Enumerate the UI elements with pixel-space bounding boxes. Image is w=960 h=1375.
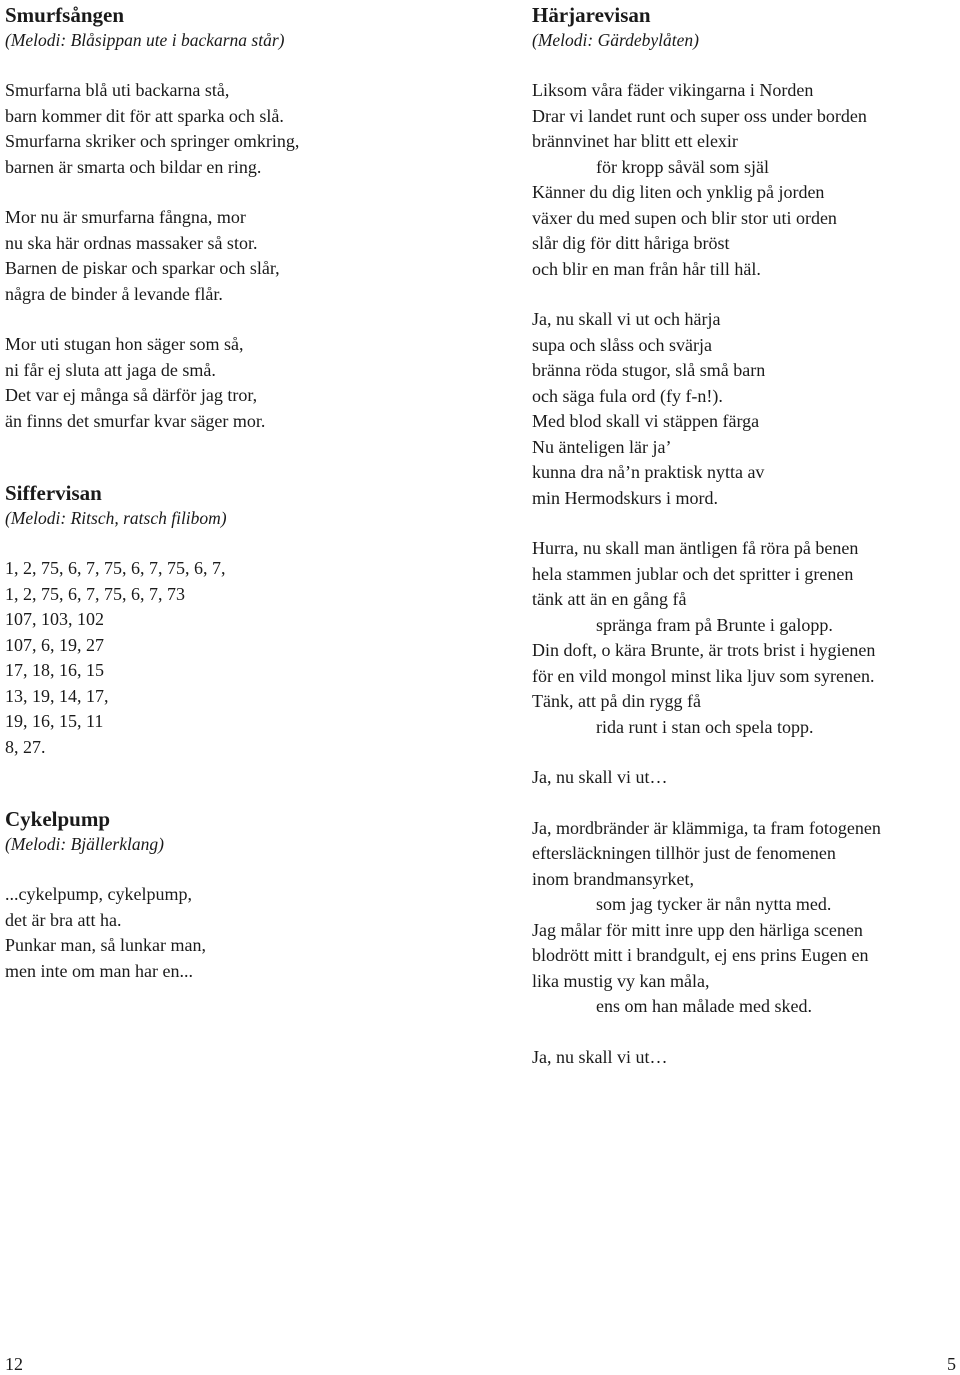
verse-line: för kropp såväl som själ	[596, 156, 769, 177]
verse-line: Ja, nu skall vi ut och härja	[532, 309, 721, 329]
verse-line: Smurfarna blå uti backarna stå,	[5, 80, 230, 100]
right-column	[532, 0, 957, 1070]
verse-line: Jag målar för mitt inre upp den härliga scenen	[532, 919, 863, 940]
song-title: Smurfsången	[5, 3, 125, 27]
stanza	[5, 332, 455, 434]
song-melody: (Melodi: Blåsippan ute i backarna står)	[5, 30, 285, 50]
verse-line: barnen är smarta och bildar en ring.	[5, 156, 262, 177]
stanza	[5, 882, 455, 984]
verse-line: lika mustig vy kan måla,	[532, 970, 710, 991]
verse-line: för en vild mongol minst lika ljuv som syrenen.	[532, 665, 875, 686]
verse-line: 107, 103, 102	[5, 609, 104, 629]
refrain	[532, 765, 957, 791]
verse-line: och säga fula ord (fy f-n!).	[532, 385, 723, 406]
verse-line: kunna dra nå’n praktisk nytta av	[532, 462, 765, 482]
verse-line: Liksom våra fäder vikingarna i Norden	[532, 80, 814, 100]
verse-line: Tänk, att på din rygg få	[532, 691, 701, 711]
verse-line: barn kommer dit för att sparka och slå.	[5, 105, 284, 126]
verse-line: Mor uti stugan hon säger som så,	[5, 334, 244, 354]
verse-line: brännvinet har blitt ett elexir	[532, 131, 738, 151]
verse-line: 13, 19, 14, 17,	[5, 685, 109, 706]
page-number-right: 5	[947, 1354, 956, 1374]
song-title: Härjarevisan	[532, 3, 651, 27]
verse-line: Ja, nu skall vi ut…	[532, 1046, 668, 1067]
song-title: Siffervisan	[5, 481, 102, 505]
verse-line: Känner du dig liten och ynklig på jorden	[532, 182, 825, 202]
verse-line: ni får ej sluta att jaga de små.	[5, 359, 216, 380]
stanza	[5, 205, 455, 307]
verse-line: tänk att än en gång få	[532, 589, 687, 609]
verse-line: 17, 18, 16, 15	[5, 660, 104, 680]
song-melody: (Melodi: Ritsch, ratsch filibom)	[5, 508, 227, 528]
verse-line: slår dig för ditt håriga bröst	[532, 233, 730, 253]
page-number-left: 12	[5, 1354, 23, 1374]
verse-line: det är bra att ha.	[5, 909, 122, 930]
song-smurfsangen	[5, 2, 455, 434]
verse-line: Nu änteligen lär ja’	[532, 436, 672, 457]
verse-line: Smurfarna skriker och springer omkring,	[5, 131, 300, 151]
song-title: Cykelpump	[5, 807, 111, 831]
left-column	[5, 0, 455, 984]
verse-line: och blir en man från hår till häl.	[532, 258, 761, 279]
verse-line: Ja, nu skall vi ut…	[532, 767, 668, 787]
song-melody: (Melodi: Bjällerklang)	[5, 834, 164, 854]
verse-line: Med blod skall vi stäppen färga	[532, 411, 760, 431]
stanza	[532, 78, 957, 282]
verse-line: 107, 6, 19, 27	[5, 634, 104, 655]
verse-line: hela stammen jublar och det spritter i grenen	[532, 563, 854, 584]
stanza	[5, 556, 455, 760]
verse-line: 1, 2, 75, 6, 7, 75, 6, 7, 75, 6, 7,	[5, 558, 226, 578]
stanza	[532, 816, 957, 1020]
verse-line: supa och slåss och svärja	[532, 334, 712, 355]
verse-line: 19, 16, 15, 11	[5, 711, 104, 731]
verse-line: spränga fram på Brunte i galopp.	[596, 614, 833, 635]
verse-line: bränna röda stugor, slå små barn	[532, 360, 766, 380]
verse-line: Barnen de piskar och sparkar och slår,	[5, 258, 280, 278]
verse-line: men inte om man har en...	[5, 960, 193, 981]
verse-line: än finns det smurfar kvar säger mor.	[5, 410, 266, 431]
verse-line: några de binder å levande flår.	[5, 283, 223, 304]
song-cykelpump	[5, 806, 455, 984]
verse-line: Drar vi landet runt och super oss under borden	[532, 105, 867, 126]
verse-line: rida runt i stan och spela topp.	[596, 716, 814, 737]
verse-line: eftersläckningen tillhör just de fenomenen	[532, 843, 836, 863]
verse-line: Ja, mordbränder är klämmiga, ta fram fotogenen	[532, 817, 881, 838]
verse-line: nu ska här ordnas massaker så stor.	[5, 232, 258, 253]
verse-line: ens om han målade med sked.	[596, 996, 812, 1016]
song-harjarevisan	[532, 2, 957, 1070]
verse-line: som jag tycker är nån nytta med.	[596, 894, 832, 914]
verse-line: ...cykelpump, cykelpump,	[5, 884, 192, 904]
verse-line: växer du med supen och blir stor uti orden	[532, 207, 837, 228]
song-siffervisan	[5, 480, 455, 760]
verse-line: 1, 2, 75, 6, 7, 75, 6, 7, 73	[5, 583, 185, 604]
verse-line: blodrött mitt i brandgult, ej ens prins Eugen en	[532, 945, 869, 965]
refrain	[532, 1045, 957, 1071]
verse-line: Punkar man, så lunkar man,	[5, 935, 206, 955]
verse-line: Mor nu är smurfarna fångna, mor	[5, 207, 246, 227]
verse-line: 8, 27.	[5, 736, 46, 757]
verse-line: Det var ej många så därför jag tror,	[5, 385, 258, 405]
verse-line: min Hermodskurs i mord.	[532, 487, 718, 508]
song-melody: (Melodi: Gärdebylåten)	[532, 30, 700, 50]
stanza	[532, 536, 957, 740]
stanza	[5, 78, 455, 180]
stanza	[532, 307, 957, 511]
verse-line: inom brandmansyrket,	[532, 868, 694, 889]
verse-line: Din doft, o kära Brunte, är trots brist i hygienen	[532, 640, 876, 660]
verse-line: Hurra, nu skall man äntligen få röra på benen	[532, 538, 859, 558]
